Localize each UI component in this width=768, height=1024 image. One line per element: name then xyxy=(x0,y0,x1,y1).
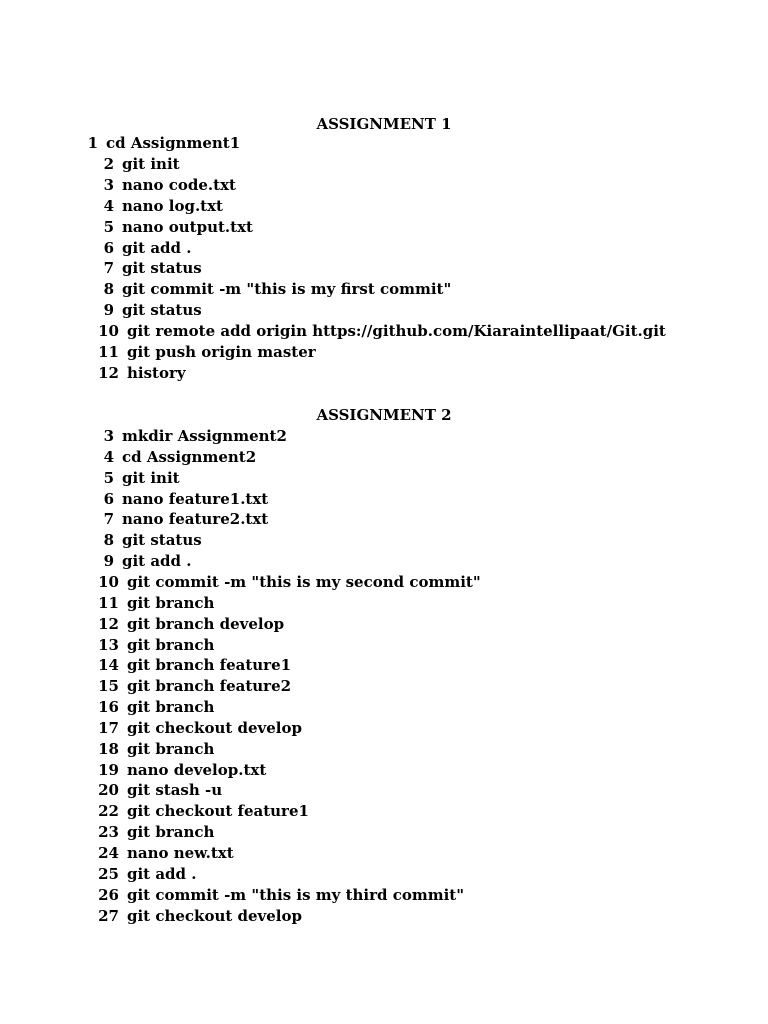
line-number: 24 xyxy=(98,844,119,862)
command-text: git add . xyxy=(122,238,192,257)
line-number: 22 xyxy=(98,802,119,821)
command-line xyxy=(0,906,768,927)
command-line xyxy=(0,676,768,697)
command-line xyxy=(0,426,768,447)
command-line xyxy=(0,258,768,279)
line-number: 18 xyxy=(98,739,119,758)
command-text: git remote add origin https://github.com/Kiaraintellipaat/Git.git xyxy=(127,322,666,341)
command-line xyxy=(0,614,768,635)
line-number: 7 xyxy=(103,259,114,278)
command-line xyxy=(0,760,768,781)
line-number: 7 xyxy=(103,510,114,529)
command-text: git commit -m "this is my third commit" xyxy=(127,885,465,904)
line-number: 12 xyxy=(98,363,119,382)
line-number: 9 xyxy=(103,301,114,320)
command-line xyxy=(0,718,768,739)
command-line xyxy=(0,154,768,175)
line-number: 27 xyxy=(98,906,119,925)
line-number: 4 xyxy=(103,447,114,466)
command-line xyxy=(0,509,768,530)
command-text: git branch develop xyxy=(127,614,285,633)
command-line xyxy=(0,843,768,864)
line-number: 6 xyxy=(103,238,114,257)
command-text: git stash -u xyxy=(127,781,223,800)
assignment-2-title: ASSIGNMENT 2 xyxy=(316,406,452,424)
command-text: git commit -m "this is my second commit" xyxy=(127,572,481,591)
command-text: git init xyxy=(122,468,180,487)
command-line xyxy=(0,572,768,593)
command-text: git branch xyxy=(127,739,215,758)
command-line xyxy=(0,864,768,885)
command-line xyxy=(0,801,768,822)
command-line xyxy=(0,697,768,718)
command-text: nano output.txt xyxy=(122,217,253,236)
command-text: nano log.txt xyxy=(122,196,223,215)
command-line xyxy=(0,468,768,489)
line-number: 10 xyxy=(98,572,119,591)
command-line xyxy=(0,489,768,510)
command-text: history xyxy=(127,363,186,382)
command-line xyxy=(0,279,768,300)
line-number: 5 xyxy=(103,468,114,487)
command-line xyxy=(0,739,768,760)
command-line xyxy=(0,822,768,843)
line-number: 14 xyxy=(98,656,119,675)
command-line xyxy=(0,363,768,384)
line-number: 16 xyxy=(98,698,119,717)
assignment-1-title: ASSIGNMENT 1 xyxy=(316,115,452,133)
line-number: 5 xyxy=(103,217,114,236)
command-text: mkdir Assignment2 xyxy=(122,427,287,445)
command-text: git init xyxy=(122,154,180,173)
command-text: git status xyxy=(122,301,202,320)
command-line xyxy=(0,175,768,196)
line-number: 15 xyxy=(98,677,119,696)
command-line xyxy=(0,885,768,906)
line-number: 11 xyxy=(98,343,119,361)
command-text: git branch xyxy=(127,823,215,842)
command-line xyxy=(0,238,768,259)
command-text: git branch feature2 xyxy=(127,677,292,696)
command-text: git push origin master xyxy=(127,343,316,361)
line-number: 13 xyxy=(98,635,119,654)
command-text: git commit -m "this is my first commit" xyxy=(122,280,452,299)
command-line xyxy=(0,655,768,676)
command-line xyxy=(0,635,768,656)
command-text: git branch xyxy=(127,635,215,654)
command-text: nano code.txt xyxy=(122,175,236,194)
command-line xyxy=(0,342,768,363)
command-line xyxy=(0,300,768,321)
line-number: 20 xyxy=(98,781,119,800)
command-line xyxy=(0,133,768,154)
command-text: cd Assignment1 xyxy=(106,134,241,152)
line-number: 17 xyxy=(98,718,119,737)
line-number: 9 xyxy=(103,552,114,571)
line-number: 11 xyxy=(98,593,119,612)
line-number: 19 xyxy=(98,760,119,779)
command-line xyxy=(0,780,768,801)
command-text: nano feature2.txt xyxy=(122,510,269,529)
command-text: git branch xyxy=(127,698,215,717)
line-number: 10 xyxy=(98,322,119,341)
command-text: nano new.txt xyxy=(127,844,234,862)
command-text: git checkout feature1 xyxy=(127,802,309,821)
line-number: 1 xyxy=(87,134,98,152)
line-number: 3 xyxy=(103,427,114,445)
line-number: 6 xyxy=(103,489,114,508)
command-text: git status xyxy=(122,259,202,278)
line-number: 26 xyxy=(98,885,119,904)
command-text: git add . xyxy=(122,552,192,571)
line-number: 25 xyxy=(98,864,119,883)
command-line xyxy=(0,551,768,572)
command-line xyxy=(0,217,768,238)
command-text: git add . xyxy=(127,864,197,883)
command-text: git status xyxy=(122,531,202,550)
line-number: 12 xyxy=(98,614,119,633)
line-number: 2 xyxy=(103,154,114,173)
command-text: nano feature1.txt xyxy=(122,489,269,508)
command-line xyxy=(0,447,768,468)
command-line xyxy=(0,321,768,342)
line-number: 23 xyxy=(98,823,119,842)
command-text: cd Assignment2 xyxy=(122,447,257,466)
command-text: git checkout develop xyxy=(127,906,302,925)
line-number: 8 xyxy=(103,280,114,299)
command-line xyxy=(0,593,768,614)
line-number: 3 xyxy=(103,175,114,194)
command-text: nano develop.txt xyxy=(127,760,267,779)
line-number: 8 xyxy=(103,531,114,550)
command-line xyxy=(0,530,768,551)
command-text: git checkout develop xyxy=(127,718,302,737)
command-text: git branch feature1 xyxy=(127,656,292,675)
command-line xyxy=(0,196,768,217)
line-number: 4 xyxy=(103,196,114,215)
command-text: git branch xyxy=(127,593,215,612)
